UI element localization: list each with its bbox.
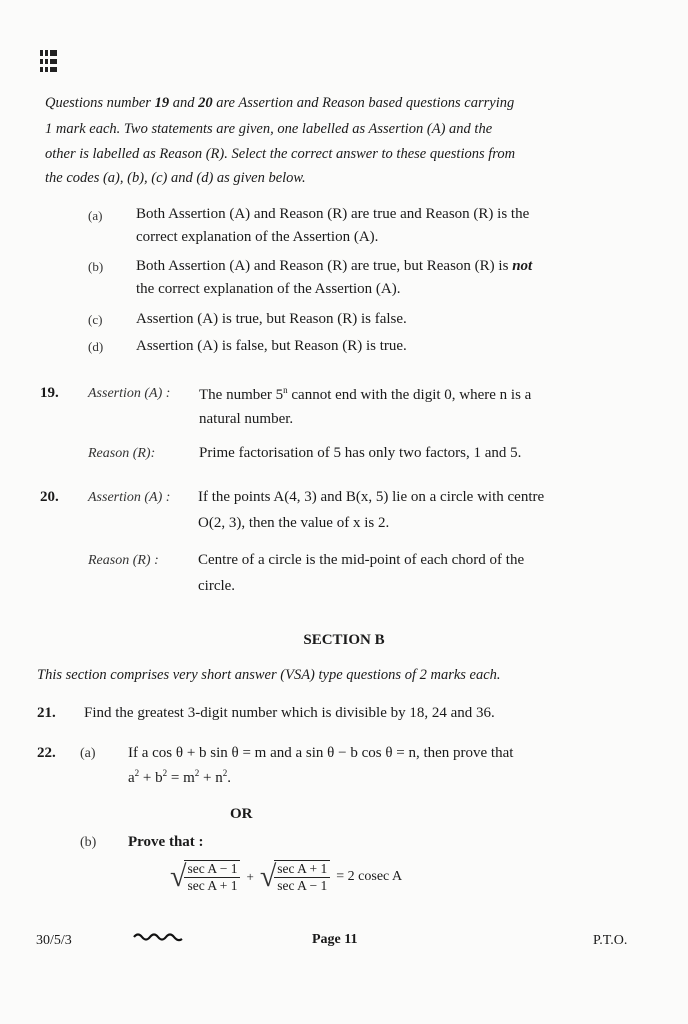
option-text: the correct explanation of the Assertion (A).: [136, 281, 401, 297]
plus-sign: +: [246, 869, 254, 884]
assertion-text-a: The number 5: [199, 387, 284, 403]
fraction-1: [184, 861, 240, 894]
numerator: sec A + 1: [274, 861, 330, 878]
exponent: n: [283, 385, 288, 395]
exponent: 2: [194, 768, 200, 778]
exponent: 2: [162, 768, 168, 778]
reason-text: Centre of a circle is the mid-point of each chord of the: [198, 552, 525, 568]
option-text: Assertion (A) is false, but Reason (R) is true.: [136, 338, 407, 354]
assertion-text: [199, 385, 531, 404]
intro-text: Questions number: [45, 95, 155, 111]
radical-icon: √: [170, 860, 187, 893]
section-description: This section comprises very short answer (VSA) type questions of 2 marks each.: [37, 667, 501, 683]
eq-term: a: [128, 770, 135, 786]
intro-line-1: [45, 95, 514, 112]
intro-text: are Assertion and Reason based questions carrying: [212, 95, 515, 111]
fraction-2: [274, 861, 330, 894]
part-a-equation: [128, 768, 231, 787]
part-a-label: (a): [80, 746, 96, 761]
rhs: = 2 cosec A: [336, 869, 403, 884]
eq-term: = m: [167, 770, 195, 786]
option-label: (d): [88, 339, 104, 354]
eq-term: + n: [199, 770, 223, 786]
question-number: 21.: [37, 705, 56, 721]
squiggle-mark-icon: [133, 931, 185, 943]
assertion-text-cont: O(2, 3), then the value of x is 2.: [198, 515, 390, 531]
assertion-text-cont: natural number.: [199, 411, 294, 427]
question-number: 19.: [40, 385, 59, 401]
pto-label: P.T.O.: [593, 933, 628, 948]
eq-term: + b: [139, 770, 163, 786]
option-label: (c): [88, 312, 103, 327]
reason-text-cont: circle.: [198, 578, 236, 594]
page-number: Page 11: [312, 932, 358, 947]
intro-num-19: 19: [154, 95, 170, 111]
exponent: 2: [134, 768, 140, 778]
intro-text: and: [169, 95, 199, 111]
part-b-label: (b): [80, 835, 97, 850]
question-number: 22.: [37, 745, 56, 761]
denominator: sec A + 1: [187, 878, 238, 893]
radical-icon: √: [259, 860, 277, 893]
assertion-label: Assertion (A) :: [88, 490, 171, 505]
exponent: 2: [222, 768, 228, 778]
qr-code-icon: [40, 50, 57, 72]
reason-label: Reason (R):: [88, 446, 156, 461]
part-b-intro: Prove that :: [128, 834, 204, 850]
assertion-label: Assertion (A) :: [88, 386, 171, 401]
option-emphasis: not: [512, 258, 533, 274]
assertion-text-b: cannot end with the digit 0, where n is a: [287, 387, 532, 403]
option-text: Assertion (A) is true, but Reason (R) is false.: [136, 311, 407, 327]
denominator: sec A − 1: [277, 878, 328, 893]
assertion-text: If the points A(4, 3) and B(x, 5) lie on a circle with centre: [198, 489, 545, 505]
option-text-main: Both Assertion (A) and Reason (R) are true, but Reason (R) is: [136, 258, 513, 274]
intro-num-20: 20: [198, 95, 213, 111]
option-text: correct explanation of the Assertion (A).: [136, 229, 379, 245]
part-b-equation: [170, 860, 402, 894]
sqrt-term-1: [170, 860, 240, 894]
option-text: Both Assertion (A) and Reason (R) are true and Reason (R) is the: [136, 206, 530, 222]
option-text: [136, 258, 532, 275]
paper-code: 30/5/3: [36, 933, 72, 948]
eq-term: .: [227, 770, 231, 786]
question-number: 20.: [40, 489, 59, 505]
intro-line-3: other is labelled as Reason (R). Select the correct answer to these questions from: [45, 146, 516, 162]
question-text: Find the greatest 3-digit number which is divisible by 18, 24 and 36.: [84, 705, 495, 721]
reason-label: Reason (R) :: [88, 553, 159, 568]
intro-line-4: the codes (a), (b), (c) and (d) as given below.: [45, 170, 306, 186]
intro-line-2: 1 mark each. Two statements are given, one labelled as Assertion (A) and the: [45, 121, 493, 137]
option-label: (b): [88, 259, 104, 274]
numerator: sec A − 1: [184, 861, 240, 878]
part-a-text: If a cos θ + b sin θ = m and a sin θ − b cos θ = n, then prove that: [128, 745, 514, 761]
sqrt-term-2: [260, 860, 330, 894]
or-separator: OR: [230, 806, 253, 822]
reason-text: Prime factorisation of 5 has only two factors, 1 and 5.: [199, 445, 522, 461]
option-label: (a): [88, 208, 103, 223]
section-title: SECTION B: [303, 632, 385, 648]
